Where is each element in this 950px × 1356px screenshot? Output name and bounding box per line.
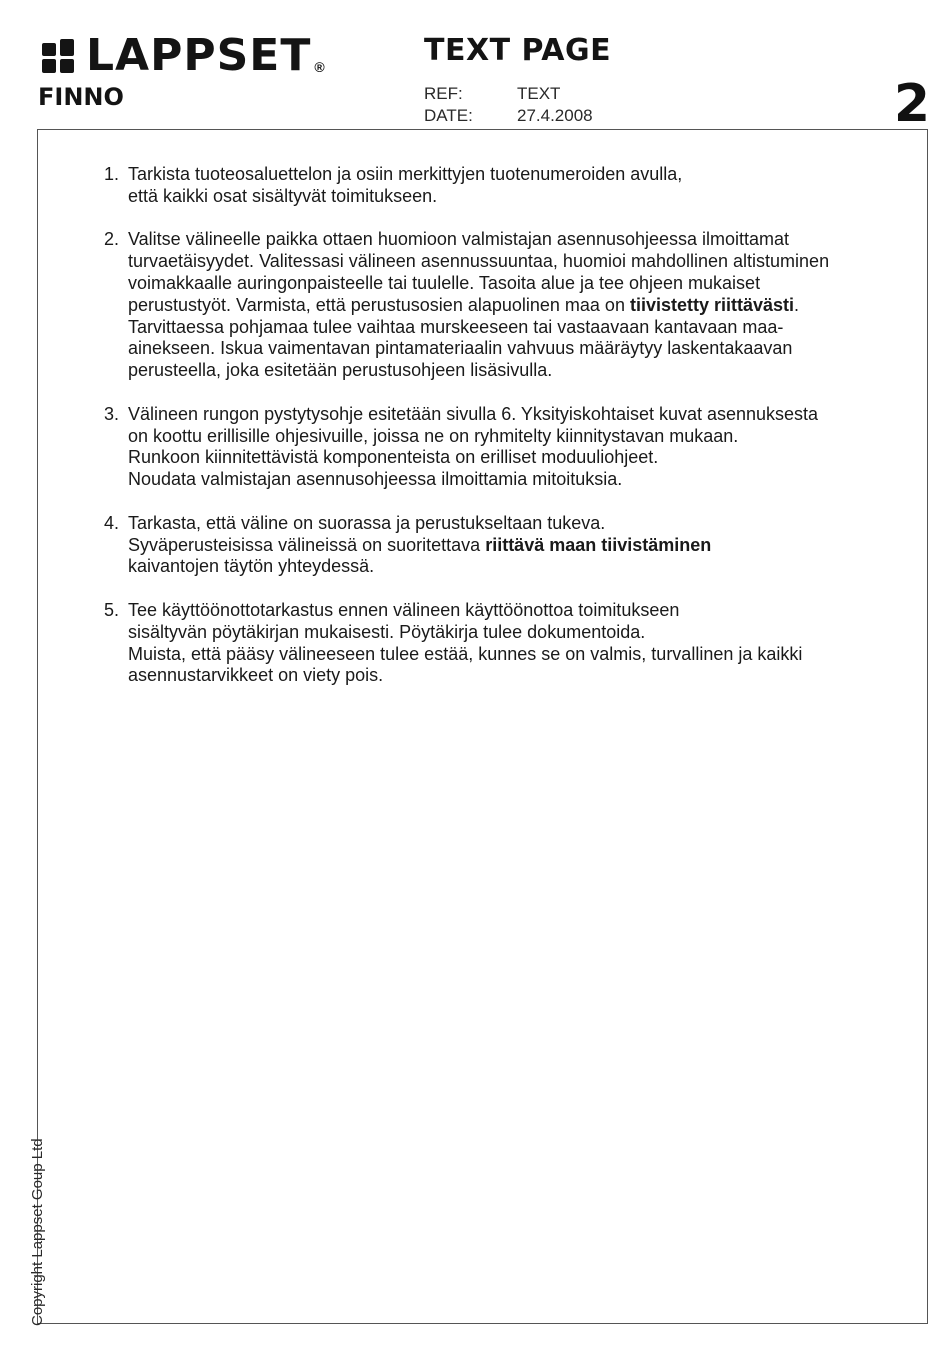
brand-logo xyxy=(40,30,325,81)
step-number: 5. xyxy=(104,599,120,620)
step-line: kaivantojen täytön yhteydessä. xyxy=(128,556,375,577)
instruction-step xyxy=(100,164,890,208)
step-line: Tarkasta, että väline on suorassa ja perustukseltaan tukeva. xyxy=(128,512,606,533)
step-text xyxy=(128,164,890,208)
lappset-logo-icon xyxy=(40,37,78,75)
emphasis-text: riittävä maan tiivistäminen xyxy=(485,534,712,555)
step-number: 2. xyxy=(104,229,120,250)
step-text-span: . xyxy=(794,294,800,315)
step-line: ainekseen. Iskua vaimentavan pintamateriaalin vahvuus määräytyy laskentakaavan xyxy=(128,338,793,359)
ref-label: REF: xyxy=(424,84,463,103)
step-line: asennustarvikkeet on viety pois. xyxy=(128,665,384,686)
step-line xyxy=(128,295,890,317)
instruction-step xyxy=(100,513,890,578)
step-line: Välineen rungon pystytysohje esitetään sivulla 6. Yksityiskohtaiset kuvat asennuksesta xyxy=(128,403,819,424)
step-line: Valitse välineelle paikka ottaen huomioon valmistajan asennusohjeessa ilmoittamat xyxy=(128,229,790,250)
step-line: sisältyvän pöytäkirjan mukaisesti. Pöytäkirja tulee dokumentoida. xyxy=(128,621,646,642)
date-value: 27.4.2008 xyxy=(517,106,593,125)
brand-name: LAPPSET xyxy=(86,30,312,81)
step-number: 3. xyxy=(104,403,120,424)
step-text xyxy=(128,229,890,382)
emphasis-text: tiivistetty riittävästi xyxy=(629,294,795,315)
step-text-span: Syväperusteisissa välineissä on suoritettava xyxy=(128,534,486,555)
step-line xyxy=(128,535,890,557)
ref-row xyxy=(424,84,560,104)
step-line: perusteella, joka esitetään perustusohjeen lisäsivulla. xyxy=(128,360,553,381)
step-text-span: perustustyöt. Varmista, että perustusosien alapuolinen maa on xyxy=(128,294,630,315)
instruction-list xyxy=(100,164,890,709)
ref-value: TEXT xyxy=(517,84,561,103)
step-line: Tee käyttöönottotarkastus ennen välineen käyttöönottoa toimitukseen xyxy=(128,599,680,620)
copyright-notice: Copyright Lappset Goup Ltd xyxy=(29,1138,46,1326)
step-text xyxy=(128,513,890,578)
product-name: FINNO xyxy=(38,83,124,111)
date-row xyxy=(424,106,593,126)
step-line: Tarkista tuoteosaluettelon ja osiin merkittyjen tuotenumeroiden avulla, xyxy=(128,164,683,184)
step-line: on koottu erillisille ohjesivuille, joissa ne on ryhmitelty kiinnitystavan mukaan. xyxy=(128,425,739,446)
step-line: turvaetäisyydet. Valitessasi välineen asennussuuntaa, huomioi mahdollinen altistuminen xyxy=(128,251,830,272)
step-line: Tarvittaessa pohjamaa tulee vaihtaa murskeeseen tai vastaavaan kantavaan maa- xyxy=(128,316,784,337)
page-number: 2 xyxy=(893,74,930,134)
step-line: Muista, että pääsy välineeseen tulee estää, kunnes se on valmis, turvallinen ja kaikki xyxy=(128,643,803,664)
instruction-step xyxy=(100,404,890,491)
registered-mark: ® xyxy=(314,59,325,75)
page-title: TEXT PAGE xyxy=(424,33,612,68)
step-number: 4. xyxy=(104,512,120,533)
instruction-step xyxy=(100,229,890,382)
step-text xyxy=(128,600,890,687)
step-line: että kaikki osat sisältyvät toimitukseen. xyxy=(128,185,438,206)
step-text xyxy=(128,404,890,491)
step-number: 1. xyxy=(104,164,120,184)
step-line: voimakkaalle auringonpaisteelle tai tuulelle. Tasoita alue ja tee ohjeen mukaiset xyxy=(128,272,761,293)
step-line: Noudata valmistajan asennusohjeessa ilmoittamia mitoituksia. xyxy=(128,469,623,490)
step-line: Runkoon kiinnitettävistä komponenteista on erilliset moduuliohjeet. xyxy=(128,447,659,468)
instruction-step xyxy=(100,600,890,687)
date-label: DATE: xyxy=(424,106,473,125)
